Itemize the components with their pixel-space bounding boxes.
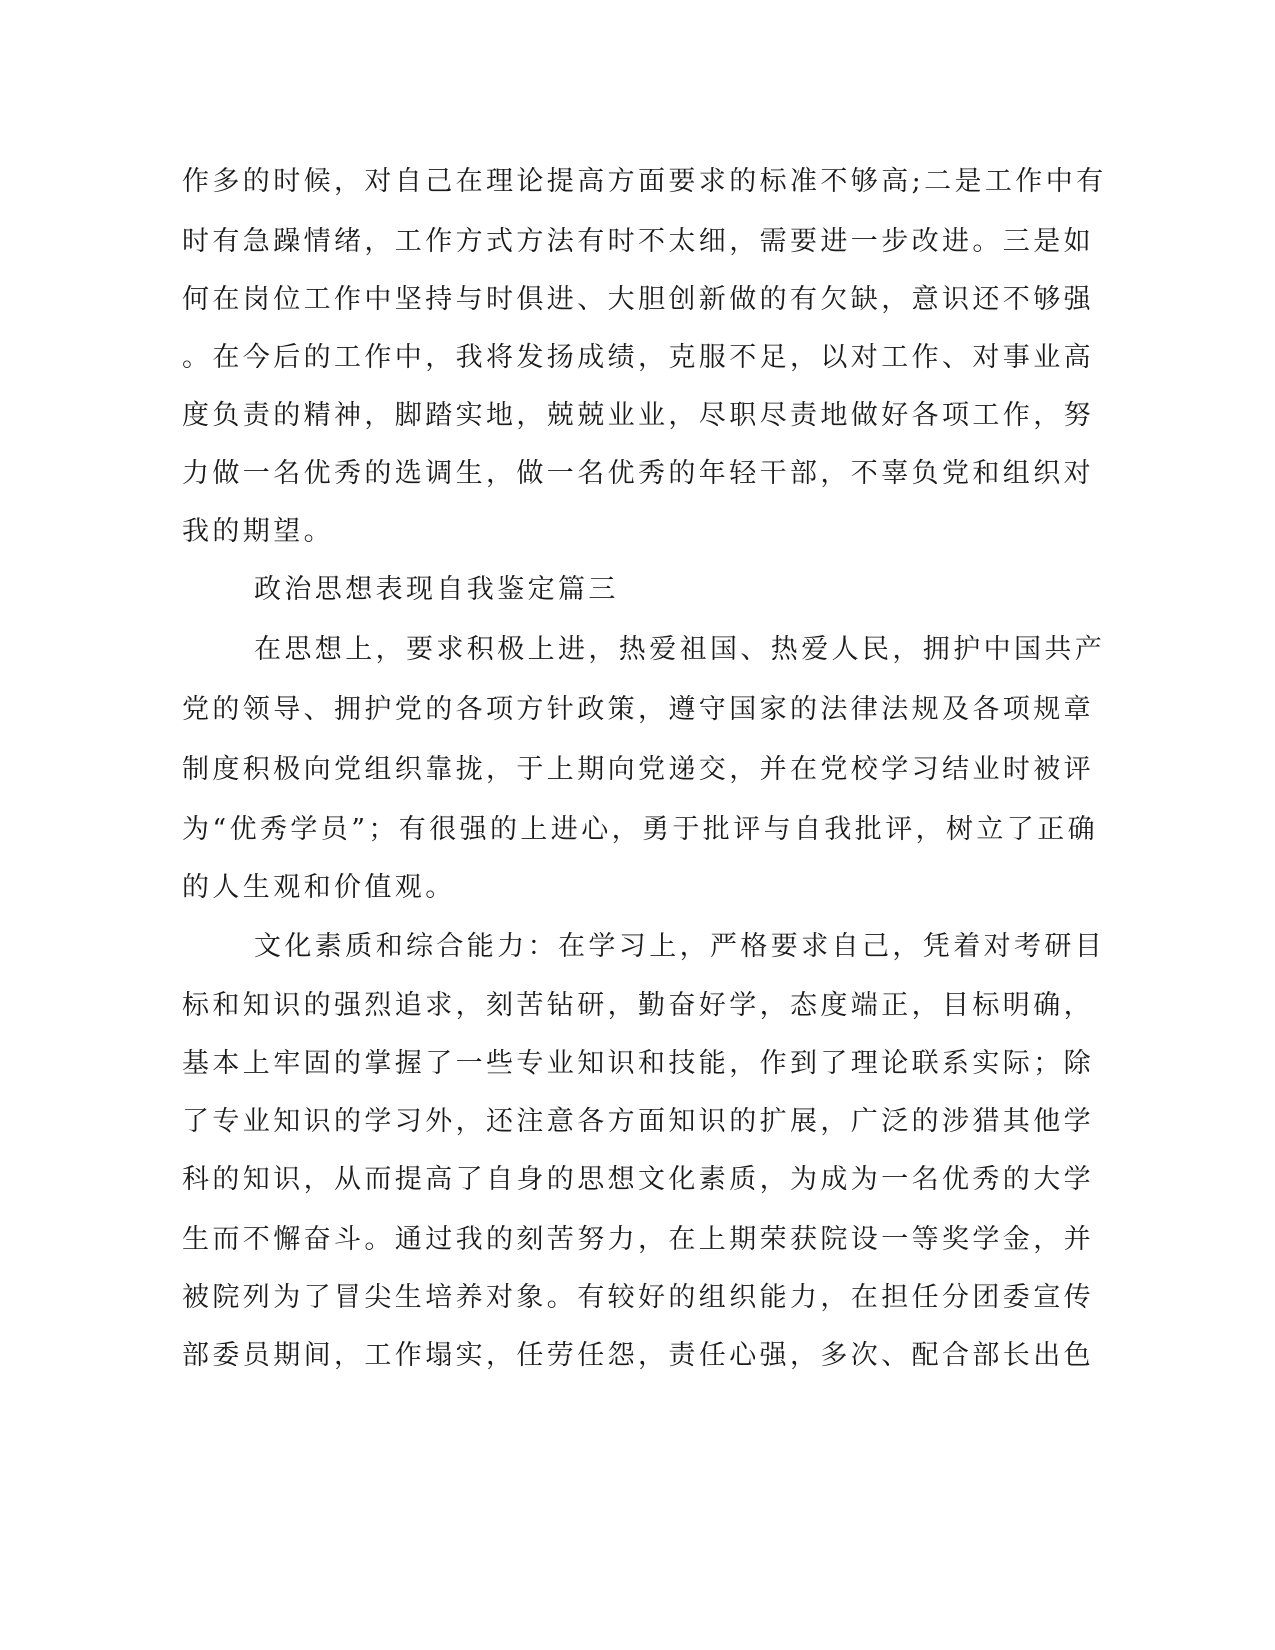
paragraph-line: 标和知识的强烈追求，刻苦钻研，勤奋好学，态度端正，目标明确， (182, 990, 1094, 1021)
paragraph-line: 度负责的精神，脚踏实地，兢兢业业，尽职尽责地做好各项工作，努 (182, 400, 1094, 431)
paragraph-line: 作多的时候，对自己在理论提高方面要求的标准不够高;二是工作中有 (182, 166, 1107, 197)
paragraph-line: 生而不懈奋斗。通过我的刻苦努力，在上期荣获院设一等奖学金，并 (182, 1224, 1094, 1255)
paragraph-line: 何在岗位工作中坚持与时俱进、大胆创新做的有欠缺，意识还不够强 (182, 284, 1094, 315)
paragraph-line: 的人生观和价值观。 (182, 872, 456, 903)
paragraph-line: 我的期望。 (182, 516, 334, 547)
paragraph-line: 力做一名优秀的选调生，做一名优秀的年轻干部，不辜负党和组织对 (182, 458, 1094, 489)
paragraph-line: 部委员期间，工作塌实，任劳任怨，责任心强，多次、配合部长出色 (182, 1340, 1094, 1371)
paragraph-line: 在思想上，要求积极上进，热爱祖国、热爱人民，拥护中国共产 (254, 634, 1106, 665)
paragraph-line: 科的知识，从而提高了自身的思想文化素质，为成为一名优秀的大学 (182, 1164, 1094, 1195)
paragraph-line: 了专业知识的学习外，还注意各方面知识的扩展，广泛的涉猎其他学 (182, 1106, 1094, 1137)
paragraph-line: 党的领导、拥护党的各项方针政策，遵守国家的法律法规及各项规章 (182, 694, 1094, 725)
paragraph-line: 。在今后的工作中，我将发扬成绩，克服不足，以对工作、对事业高 (182, 342, 1094, 373)
section-heading: 政治思想表现自我鉴定篇三 (254, 574, 619, 605)
paragraph-line: 基本上牢固的掌握了一些专业知识和技能，作到了理论联系实际；除 (182, 1048, 1094, 1079)
paragraph-line: 时有急躁情绪，工作方式方法有时不太细，需要进一步改进。三是如 (182, 226, 1094, 257)
paragraph-line: 制度积极向党组织靠拢，于上期向党递交，并在党校学习结业时被评 (182, 754, 1094, 785)
paragraph-line: 为“优秀学员”；有很强的上进心，勇于批评与自我批评，树立了正确 (182, 814, 1099, 845)
paragraph-line: 被院列为了冒尖生培养对象。有较好的组织能力，在担任分团委宣传 (182, 1282, 1094, 1313)
paragraph-line: 文化素质和综合能力：在学习上，严格要求自己，凭着对考研目 (254, 931, 1106, 962)
